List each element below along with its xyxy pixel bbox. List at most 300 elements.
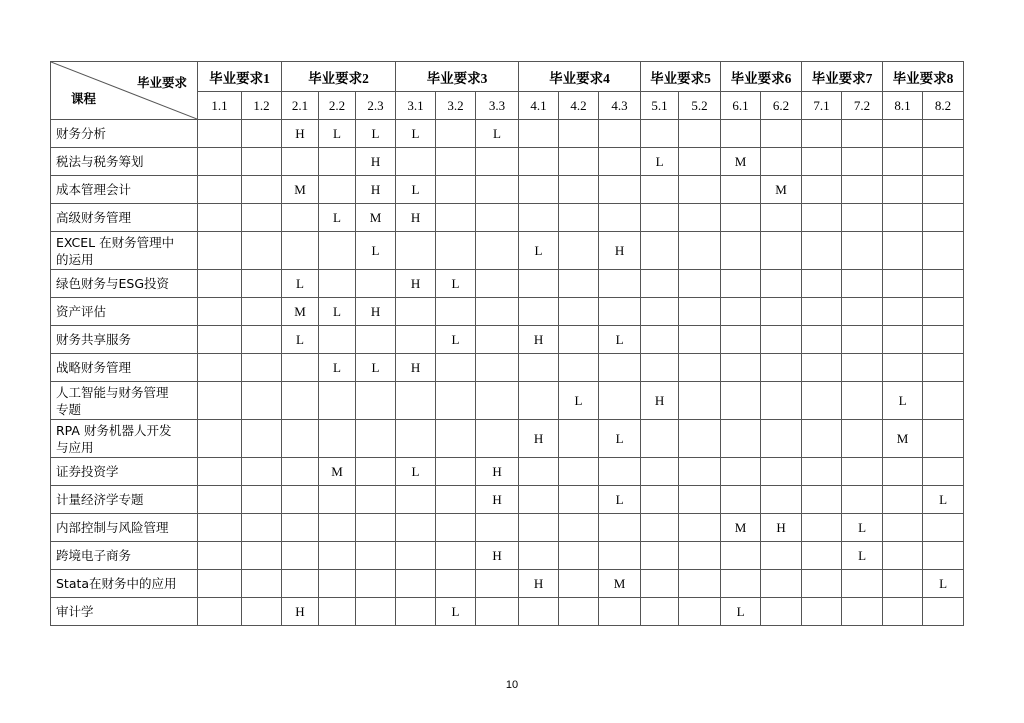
course-name <box>51 354 198 382</box>
support-level-cell: L <box>476 120 519 148</box>
support-level-cell <box>883 298 923 326</box>
course-name <box>51 204 198 232</box>
course-name <box>51 458 198 486</box>
support-level-cell <box>396 326 436 354</box>
support-level-cell <box>436 232 476 270</box>
support-level-cell <box>679 570 721 598</box>
support-level-cell: H <box>396 204 436 232</box>
support-level-cell <box>319 148 356 176</box>
course-name-line: 成本管理会计 <box>56 182 132 197</box>
support-level-cell <box>476 204 519 232</box>
support-level-cell <box>641 204 679 232</box>
support-level-cell: H <box>282 120 319 148</box>
support-level-cell <box>599 354 641 382</box>
support-level-cell <box>476 270 519 298</box>
support-level-cell: H <box>476 486 519 514</box>
support-level-cell <box>923 354 964 382</box>
course-row <box>51 270 964 298</box>
support-level-cell: L <box>883 382 923 420</box>
support-level-cell: M <box>721 514 761 542</box>
support-level-cell <box>198 382 242 420</box>
requirement-header: 毕业要求4 <box>519 62 641 92</box>
support-level-cell: L <box>842 542 883 570</box>
support-level-cell: L <box>599 420 641 458</box>
support-level-cell <box>198 270 242 298</box>
course-requirement-matrix <box>50 61 964 626</box>
support-level-cell <box>476 570 519 598</box>
support-level-cell <box>242 598 282 626</box>
support-level-cell <box>679 354 721 382</box>
support-level-cell <box>721 326 761 354</box>
support-level-cell: L <box>319 120 356 148</box>
course-name-line: 审计学 <box>56 604 94 619</box>
support-level-cell <box>396 382 436 420</box>
course-name <box>51 420 198 458</box>
support-level-cell <box>436 148 476 176</box>
support-level-cell <box>842 458 883 486</box>
support-level-cell <box>436 176 476 204</box>
indicator-header: 1.2 <box>242 92 282 120</box>
support-level-cell: H <box>641 382 679 420</box>
support-level-cell: L <box>319 354 356 382</box>
support-level-cell <box>282 204 319 232</box>
course-name-line: 高级财务管理 <box>56 210 132 225</box>
course-name-line: 专题 <box>56 401 82 417</box>
support-level-cell <box>679 420 721 458</box>
support-level-cell <box>319 486 356 514</box>
support-level-cell <box>802 176 842 204</box>
indicator-header: 3.3 <box>476 92 519 120</box>
support-level-cell <box>802 354 842 382</box>
support-level-cell <box>242 148 282 176</box>
support-level-cell <box>679 542 721 570</box>
support-level-cell <box>198 204 242 232</box>
support-level-cell <box>802 598 842 626</box>
support-level-cell <box>641 514 679 542</box>
support-level-cell <box>519 204 559 232</box>
support-level-cell <box>842 486 883 514</box>
support-level-cell <box>519 458 559 486</box>
support-level-cell <box>599 204 641 232</box>
indicator-header: 4.1 <box>519 92 559 120</box>
support-level-cell: H <box>476 542 519 570</box>
course-name-line: Stata在财务中的应用 <box>56 576 177 591</box>
support-level-cell <box>198 458 242 486</box>
support-level-cell <box>198 598 242 626</box>
support-level-cell <box>761 326 802 354</box>
support-level-cell <box>198 542 242 570</box>
course-name <box>51 176 198 204</box>
page-number: 10 <box>505 679 519 691</box>
support-level-cell <box>476 598 519 626</box>
support-level-cell <box>559 298 599 326</box>
support-level-cell <box>198 120 242 148</box>
support-level-cell <box>396 486 436 514</box>
support-level-cell <box>242 486 282 514</box>
support-level-cell <box>319 598 356 626</box>
support-level-cell <box>842 570 883 598</box>
support-level-cell <box>559 176 599 204</box>
support-level-cell <box>883 458 923 486</box>
requirement-header: 毕业要求7 <box>802 62 883 92</box>
support-level-cell <box>396 514 436 542</box>
support-level-cell <box>883 354 923 382</box>
support-level-cell <box>476 232 519 270</box>
support-level-cell <box>679 204 721 232</box>
support-level-cell <box>436 542 476 570</box>
requirement-header: 毕业要求2 <box>282 62 396 92</box>
support-level-cell <box>282 232 319 270</box>
support-level-cell <box>883 514 923 542</box>
support-level-cell <box>641 598 679 626</box>
support-level-cell <box>282 514 319 542</box>
support-level-cell: H <box>476 458 519 486</box>
support-level-cell <box>559 486 599 514</box>
support-level-cell <box>476 514 519 542</box>
course-row <box>51 326 964 354</box>
course-name-line: 的运用 <box>56 251 94 267</box>
indicator-header: 3.2 <box>436 92 476 120</box>
support-level-cell <box>721 120 761 148</box>
course-name-line: RPA 财务机器人开发 <box>56 422 172 438</box>
support-level-cell <box>883 204 923 232</box>
course-row <box>51 458 964 486</box>
requirement-header: 毕业要求1 <box>198 62 282 92</box>
course-name <box>51 382 198 420</box>
support-level-cell <box>802 326 842 354</box>
support-level-cell <box>519 148 559 176</box>
support-level-cell: M <box>721 148 761 176</box>
support-level-cell <box>559 270 599 298</box>
support-level-cell <box>476 354 519 382</box>
support-level-cell <box>641 298 679 326</box>
support-level-cell <box>802 458 842 486</box>
support-level-cell <box>842 298 883 326</box>
support-level-cell <box>679 514 721 542</box>
support-level-cell <box>721 570 761 598</box>
support-level-cell <box>883 148 923 176</box>
support-level-cell <box>679 458 721 486</box>
corner-header <box>51 62 198 120</box>
support-level-cell <box>883 326 923 354</box>
support-level-cell <box>802 148 842 176</box>
support-level-cell: H <box>599 232 641 270</box>
support-level-cell <box>282 542 319 570</box>
support-level-cell: L <box>842 514 883 542</box>
support-level-cell <box>559 148 599 176</box>
support-level-cell <box>282 458 319 486</box>
indicator-header: 7.2 <box>842 92 883 120</box>
course-row <box>51 354 964 382</box>
support-level-cell <box>721 298 761 326</box>
support-level-cell: L <box>436 326 476 354</box>
support-level-cell <box>802 514 842 542</box>
support-level-cell <box>436 204 476 232</box>
support-level-cell <box>842 120 883 148</box>
support-level-cell <box>476 326 519 354</box>
support-level-cell <box>396 420 436 458</box>
support-level-cell <box>242 204 282 232</box>
support-level-cell: L <box>282 326 319 354</box>
support-level-cell <box>198 176 242 204</box>
support-level-cell: L <box>396 120 436 148</box>
support-level-cell <box>198 148 242 176</box>
support-level-cell <box>641 486 679 514</box>
course-name <box>51 232 198 270</box>
support-level-cell <box>599 458 641 486</box>
support-level-cell <box>599 514 641 542</box>
support-level-cell <box>721 486 761 514</box>
support-level-cell <box>242 570 282 598</box>
support-level-cell <box>923 420 964 458</box>
support-level-cell <box>761 458 802 486</box>
support-level-cell <box>519 354 559 382</box>
support-level-cell <box>721 204 761 232</box>
support-level-cell: L <box>923 486 964 514</box>
support-level-cell <box>641 176 679 204</box>
indicator-header: 4.2 <box>559 92 599 120</box>
support-level-cell <box>356 458 396 486</box>
support-level-cell <box>519 120 559 148</box>
support-level-cell <box>599 270 641 298</box>
course-name-line: 跨境电子商务 <box>56 548 132 563</box>
support-level-cell <box>761 148 802 176</box>
support-level-cell <box>883 232 923 270</box>
support-level-cell <box>242 354 282 382</box>
support-level-cell: L <box>641 148 679 176</box>
indicator-header: 1.1 <box>198 92 242 120</box>
indicator-header: 3.1 <box>396 92 436 120</box>
support-level-cell <box>641 120 679 148</box>
support-level-cell <box>476 420 519 458</box>
support-level-cell <box>198 326 242 354</box>
support-level-cell: L <box>319 298 356 326</box>
support-level-cell <box>679 232 721 270</box>
support-level-cell <box>802 204 842 232</box>
support-level-cell <box>679 486 721 514</box>
requirement-header: 毕业要求6 <box>721 62 802 92</box>
indicator-header: 7.1 <box>802 92 842 120</box>
support-level-cell <box>356 382 396 420</box>
support-level-cell <box>923 148 964 176</box>
support-level-cell <box>679 598 721 626</box>
support-level-cell <box>761 420 802 458</box>
support-level-cell <box>842 204 883 232</box>
course-name <box>51 326 198 354</box>
support-level-cell <box>923 382 964 420</box>
support-level-cell <box>842 420 883 458</box>
support-level-cell <box>242 326 282 354</box>
course-name <box>51 570 198 598</box>
support-level-cell <box>761 598 802 626</box>
support-level-cell <box>198 354 242 382</box>
support-level-cell: L <box>923 570 964 598</box>
course-name-line: EXCEL 在财务管理中 <box>56 234 175 250</box>
support-level-cell <box>436 382 476 420</box>
course-name <box>51 486 198 514</box>
support-level-cell <box>761 120 802 148</box>
support-level-cell <box>802 542 842 570</box>
requirement-header: 毕业要求5 <box>641 62 721 92</box>
support-level-cell <box>476 148 519 176</box>
support-level-cell <box>198 570 242 598</box>
support-level-cell <box>761 542 802 570</box>
support-level-cell <box>679 148 721 176</box>
course-name <box>51 542 198 570</box>
support-level-cell <box>923 176 964 204</box>
support-level-cell: L <box>721 598 761 626</box>
support-level-cell <box>599 298 641 326</box>
support-level-cell <box>761 354 802 382</box>
support-level-cell <box>679 270 721 298</box>
support-level-cell <box>721 232 761 270</box>
support-level-cell: H <box>356 298 396 326</box>
support-level-cell <box>242 420 282 458</box>
support-level-cell <box>721 420 761 458</box>
support-level-cell <box>436 298 476 326</box>
support-level-cell <box>599 148 641 176</box>
support-level-cell <box>436 354 476 382</box>
indicator-header: 5.1 <box>641 92 679 120</box>
course-name-line: 计量经济学专题 <box>56 492 144 507</box>
support-level-cell <box>883 570 923 598</box>
support-level-cell <box>923 120 964 148</box>
course-name <box>51 148 198 176</box>
support-level-cell: L <box>356 120 396 148</box>
support-level-cell <box>883 486 923 514</box>
course-name-line: 证券投资学 <box>56 464 119 479</box>
support-level-cell <box>282 382 319 420</box>
support-level-cell: M <box>883 420 923 458</box>
indicator-header: 2.3 <box>356 92 396 120</box>
support-level-cell <box>641 354 679 382</box>
support-level-cell <box>436 514 476 542</box>
indicator-header: 2.2 <box>319 92 356 120</box>
support-level-cell <box>721 176 761 204</box>
support-level-cell <box>396 232 436 270</box>
support-level-cell <box>559 542 599 570</box>
support-level-cell: L <box>396 458 436 486</box>
support-level-cell <box>519 298 559 326</box>
support-level-cell <box>923 270 964 298</box>
support-level-cell <box>242 232 282 270</box>
support-level-cell <box>923 598 964 626</box>
course-name <box>51 598 198 626</box>
support-level-cell <box>761 270 802 298</box>
support-level-cell <box>721 458 761 486</box>
support-level-cell <box>436 486 476 514</box>
support-level-cell <box>802 570 842 598</box>
support-level-cell <box>802 232 842 270</box>
support-level-cell <box>721 542 761 570</box>
support-level-cell <box>198 486 242 514</box>
support-level-cell <box>242 514 282 542</box>
support-level-cell <box>679 120 721 148</box>
course-row <box>51 204 964 232</box>
support-level-cell <box>356 542 396 570</box>
support-level-cell <box>519 486 559 514</box>
support-level-cell: L <box>599 326 641 354</box>
support-level-cell <box>319 570 356 598</box>
support-level-cell <box>761 382 802 420</box>
support-level-cell <box>842 354 883 382</box>
course-row <box>51 298 964 326</box>
indicator-header: 4.3 <box>599 92 641 120</box>
support-level-cell <box>883 542 923 570</box>
support-level-cell <box>319 420 356 458</box>
course-row <box>51 120 964 148</box>
indicator-header: 2.1 <box>282 92 319 120</box>
support-level-cell <box>599 598 641 626</box>
support-level-cell <box>761 232 802 270</box>
support-level-cell: L <box>436 598 476 626</box>
indicator-header: 6.1 <box>721 92 761 120</box>
support-level-cell <box>802 298 842 326</box>
support-level-cell <box>519 382 559 420</box>
support-level-cell <box>242 298 282 326</box>
course-name <box>51 120 198 148</box>
support-level-cell <box>599 120 641 148</box>
support-level-cell <box>842 598 883 626</box>
support-level-cell <box>802 420 842 458</box>
support-level-cell: L <box>559 382 599 420</box>
support-level-cell <box>242 458 282 486</box>
support-level-cell <box>679 298 721 326</box>
course-row <box>51 382 964 420</box>
support-level-cell <box>319 514 356 542</box>
course-name-line: 与应用 <box>56 439 94 455</box>
support-level-cell <box>923 298 964 326</box>
support-level-cell <box>679 382 721 420</box>
support-level-cell <box>559 120 599 148</box>
support-level-cell <box>679 176 721 204</box>
support-level-cell <box>842 176 883 204</box>
course-name <box>51 298 198 326</box>
support-level-cell: M <box>282 298 319 326</box>
support-level-cell <box>559 354 599 382</box>
support-level-cell <box>641 232 679 270</box>
support-level-cell <box>198 420 242 458</box>
support-level-cell <box>198 298 242 326</box>
support-level-cell <box>242 120 282 148</box>
support-level-cell <box>282 354 319 382</box>
course-row <box>51 420 964 458</box>
support-level-cell: H <box>519 326 559 354</box>
support-level-cell <box>319 232 356 270</box>
support-level-cell <box>436 570 476 598</box>
support-level-cell <box>396 148 436 176</box>
support-level-cell <box>761 204 802 232</box>
support-level-cell <box>282 148 319 176</box>
support-level-cell <box>319 382 356 420</box>
support-level-cell <box>842 148 883 176</box>
support-level-cell <box>883 270 923 298</box>
support-level-cell <box>883 598 923 626</box>
support-level-cell: M <box>356 204 396 232</box>
indicator-header: 8.2 <box>923 92 964 120</box>
support-level-cell <box>519 270 559 298</box>
support-level-cell <box>436 120 476 148</box>
support-level-cell <box>923 232 964 270</box>
course-row <box>51 514 964 542</box>
support-level-cell <box>519 598 559 626</box>
course-row <box>51 148 964 176</box>
support-level-cell <box>883 176 923 204</box>
indicator-header: 8.1 <box>883 92 923 120</box>
support-level-cell: M <box>319 458 356 486</box>
support-level-cell <box>356 270 396 298</box>
course-name <box>51 514 198 542</box>
